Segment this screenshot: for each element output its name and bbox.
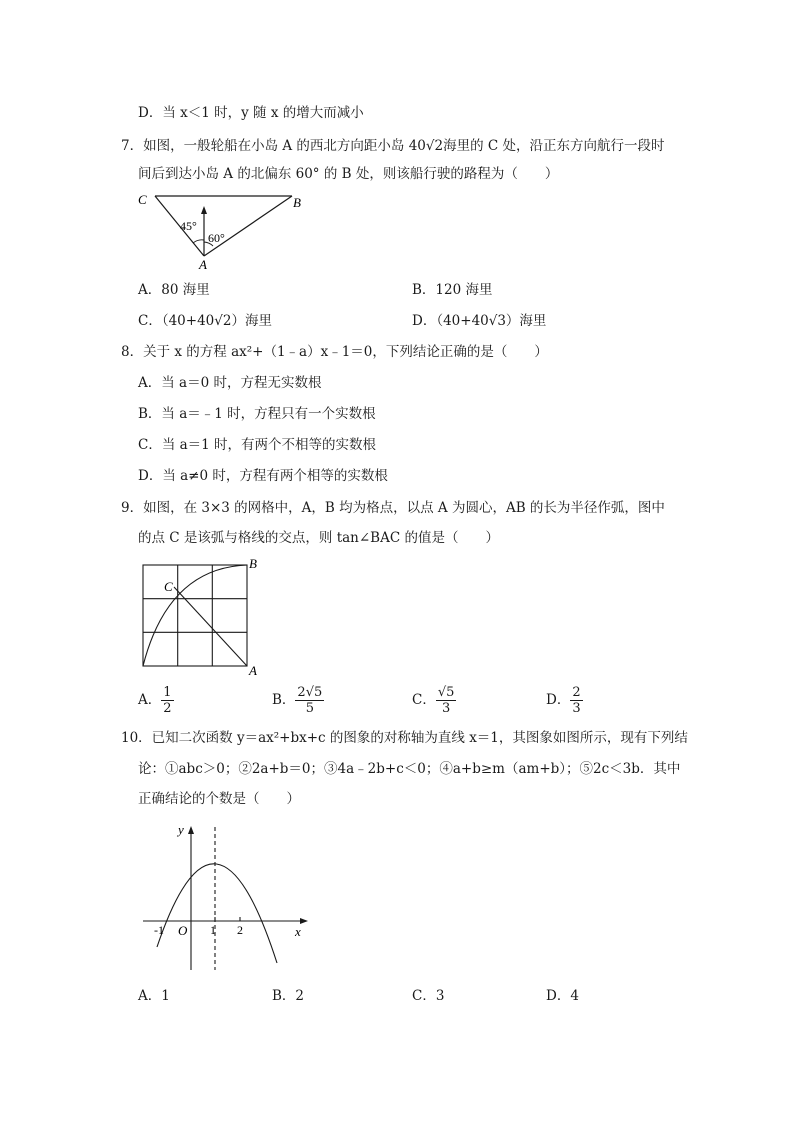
q8-option-d: D．当 a≠0 时，方程有两个相等的实数根 xyxy=(138,468,388,484)
q10-tick-minus1: -1 xyxy=(154,923,164,937)
q7-option-d: D．（40+40√3）海里 xyxy=(412,313,547,329)
q10-figure xyxy=(140,818,315,974)
q10-y-label: y xyxy=(178,822,184,837)
q8-option-c: C．当 a＝1 时，有两个不相等的实数根 xyxy=(138,437,377,453)
q10-x-label: x xyxy=(295,924,301,939)
q9-label-b: B xyxy=(249,556,257,571)
q9-option-a: A． $\frac{1}{2}$ xyxy=(138,685,172,716)
q9-option-b-fraction: $\frac{2√5}{5}$ xyxy=(297,685,323,716)
q9-stem-line1: 9．如图，在 3×3 的网格中，A，B 均为格点，以点 A 为圆心，AB 的长为半径作弧，图中 xyxy=(121,500,665,516)
q10-stem-line1: 10．已知二次函数 y＝ax²+bx+c 的图象的对称轴为直线 x＝1，其图象如图所示，现有下列结 xyxy=(121,730,688,746)
q10-tick-2: 2 xyxy=(237,923,243,937)
q10-tick-1: 1 xyxy=(210,923,216,937)
q7-angle-60: 60° xyxy=(208,231,225,245)
q10-option-a: A．1 xyxy=(138,988,170,1004)
q9-option-c-fraction: $\frac{√5}{3}$ xyxy=(437,685,455,716)
q7-option-a: A．80 海里 xyxy=(138,282,210,298)
q9-option-d-fraction: $\frac{2}{3}$ xyxy=(572,685,581,716)
q7-label-c: C xyxy=(138,192,147,207)
q7-stem-line1: 7．如图，一般轮船在小岛 A 的西北方向距小岛 40√2海里的 C 处，沿正东方向航行一段时 xyxy=(121,138,665,154)
q7-option-b: B．120 海里 xyxy=(412,282,493,298)
q10-stem-line2: 论：①abc＞0；②2a+b＝0；③4a﹣2b+c＜0；④a+b≥m（am+b）；⑤2c＜3b．其中 xyxy=(138,761,681,777)
q10-option-b: B．2 xyxy=(272,988,305,1004)
q10-stem-line3: 正确结论的个数是（ ） xyxy=(138,791,300,807)
q8-stem: 8．关于 x 的方程 ax²+（1﹣a）x﹣1＝0，下列结论正确的是（ ） xyxy=(121,344,548,360)
q7-figure xyxy=(130,188,315,273)
q9-option-c: C． $\frac{√5}{3}$ xyxy=(412,685,455,716)
q9-figure xyxy=(138,556,268,678)
q7-label-b: B xyxy=(293,195,301,210)
q7-angle-45: 45° xyxy=(180,219,197,233)
q9-label-a: A xyxy=(249,663,257,678)
q7-stem-line2: 间后到达小岛 A 的北偏东 60° 的 B 处，则该船行驶的路程为（ ） xyxy=(138,166,559,182)
q10-option-d: D．4 xyxy=(546,988,579,1004)
q9-option-d: D． $\frac{2}{3}$ xyxy=(546,685,581,716)
q9-option-b: B． $\frac{2√5}{5}$ xyxy=(272,685,323,716)
q10-option-c: C．3 xyxy=(412,988,445,1004)
q8-option-b: B．当 a＝﹣1 时，方程只有一个实数根 xyxy=(138,406,376,422)
q10-origin-label: O xyxy=(178,923,188,938)
q7-option-c: C．（40+40√2）海里 xyxy=(138,313,272,329)
q9-label-c: C xyxy=(164,579,173,594)
q8-option-a: A．当 a＝0 时，方程无实数根 xyxy=(138,375,322,391)
q9-option-a-fraction: $\frac{1}{2}$ xyxy=(163,685,172,716)
q6-option-d: D．当 x＜1 时，y 随 x 的增大而减小 xyxy=(138,105,364,121)
q9-stem-line2: 的点 C 是该弧与格线的交点，则 tan∠BAC 的值是（ ） xyxy=(138,530,499,546)
q7-label-a: A xyxy=(199,257,207,272)
